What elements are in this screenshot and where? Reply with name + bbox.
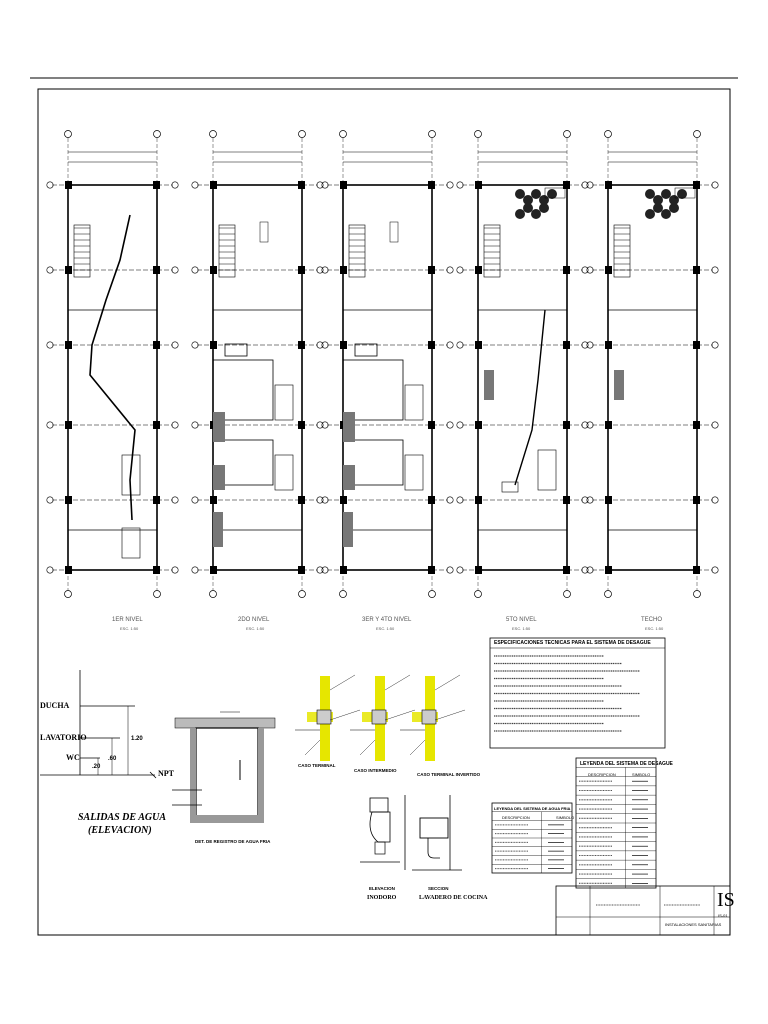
plan-caption-5: TECHO (641, 617, 662, 623)
register-box (196, 728, 258, 820)
title-block (556, 886, 730, 935)
column (340, 566, 347, 574)
column (605, 266, 612, 274)
spec-title: ESPECIFICACIONES TECNICAS PARA EL SISTEMA DE DESAGUE (494, 640, 651, 646)
leader (435, 675, 460, 690)
column (65, 421, 72, 429)
plan-caption-4: 5TO NIVEL (506, 617, 537, 623)
column (563, 341, 570, 349)
column (210, 341, 217, 349)
column (563, 496, 570, 504)
grid-bubble (475, 591, 482, 598)
shrub (523, 203, 533, 213)
shrub (515, 209, 525, 219)
grid-bubble (340, 131, 347, 138)
column (605, 341, 612, 349)
column (210, 181, 217, 189)
column (693, 496, 700, 504)
column (605, 496, 612, 504)
stair-outline (614, 225, 630, 277)
leader (410, 740, 425, 755)
pipe-run (515, 310, 545, 485)
column (428, 341, 435, 349)
leader (360, 740, 375, 755)
plan-scale-1: ESC. 1:50 (120, 626, 139, 631)
legend2-table (492, 803, 575, 873)
grid-bubble (605, 131, 612, 138)
grid-bubble (154, 591, 161, 598)
column (65, 266, 72, 274)
terminal-detail-3 (400, 675, 465, 761)
bathroom (122, 528, 140, 558)
column (693, 266, 700, 274)
column (693, 421, 700, 429)
shrub (539, 203, 549, 213)
column (340, 496, 347, 504)
closet (343, 465, 355, 490)
kitchen-counter (225, 344, 247, 356)
elev-label-ducha: DUCHA (40, 701, 70, 710)
leader (305, 740, 320, 755)
plan-scale-5: ESC. 1:50 (645, 626, 664, 631)
shrub (677, 189, 687, 199)
leader (385, 675, 410, 690)
titleblock-project: INSTALACIONES SANITARIAS (665, 922, 722, 927)
column (153, 266, 160, 274)
grid-bubble (210, 591, 217, 598)
bathroom (538, 450, 556, 490)
column (298, 566, 305, 574)
closet (343, 512, 353, 547)
column (298, 266, 305, 274)
fixture-block (484, 370, 494, 400)
legend2-title: LEYENDA DEL SISTEMA DE AGUA FRIA (494, 806, 571, 811)
column (210, 496, 217, 504)
titleblock-sheet: IS-01 (718, 913, 728, 918)
grid-bubble (65, 131, 72, 138)
shrub (531, 189, 541, 199)
grid-bubble (299, 591, 306, 598)
column (298, 421, 305, 429)
fixture (260, 222, 268, 242)
grid-bubble (154, 131, 161, 138)
grid-bubble (299, 131, 306, 138)
grid-bubble (475, 131, 482, 138)
column (153, 341, 160, 349)
grid-bubble (429, 131, 436, 138)
plan-scale-3: ESC. 1:50 (376, 626, 395, 631)
floor-plan-4 (457, 131, 588, 598)
plan-caption-2: 2DO NIVEL (238, 617, 270, 623)
column (298, 341, 305, 349)
column (153, 421, 160, 429)
register-wall (258, 728, 264, 820)
elev-dim-1: 1.20 (131, 736, 143, 742)
pipe-joint (317, 710, 331, 724)
planter (515, 189, 557, 219)
legend2-col2: SIMBOLO (556, 815, 575, 820)
column (475, 421, 482, 429)
column (340, 341, 347, 349)
bathroom (275, 385, 293, 420)
column (475, 496, 482, 504)
stairs (219, 225, 235, 277)
floor-plan-5 (587, 131, 718, 598)
pipe-in (172, 790, 202, 805)
stairs (484, 225, 500, 277)
terminal-detail-2 (350, 675, 415, 761)
bathroom (405, 385, 423, 420)
toilet-bowl (370, 812, 390, 842)
register-base (190, 815, 264, 823)
column (428, 266, 435, 274)
toilet-base (375, 842, 385, 854)
fixture (390, 222, 398, 242)
stairs (349, 225, 365, 277)
plan-caption-3: 3ER Y 4TO NIVEL (362, 617, 412, 623)
elev-title-1: SALIDAS DE AGUA (78, 812, 166, 823)
column (475, 566, 482, 574)
bedroom (343, 360, 403, 420)
column (428, 496, 435, 504)
column (65, 566, 72, 574)
register-wall (190, 728, 196, 820)
column (428, 566, 435, 574)
grid-bubble (340, 591, 347, 598)
shrub (547, 189, 557, 199)
column (605, 181, 612, 189)
grid-bubble (65, 591, 72, 598)
column (65, 496, 72, 504)
outer-wall (343, 185, 432, 570)
closet (213, 465, 225, 490)
grid-bubble (694, 591, 701, 598)
bathroom (405, 455, 423, 490)
pipe-joint (422, 710, 436, 724)
cistern-caption: DET. DE REGISTRO DE AGUA FRIA (195, 839, 271, 844)
elev-label-wc: WC (66, 753, 80, 762)
register-detail (172, 712, 275, 823)
elev-label-npt: NPT (158, 769, 174, 778)
stair-outline (219, 225, 235, 277)
pipe-run (90, 215, 135, 520)
stair-outline (484, 225, 500, 277)
column (563, 566, 570, 574)
grid-bubble (429, 591, 436, 598)
slab-top (175, 718, 275, 728)
legend-title: LEYENDA DEL SISTEMA DE DESAGUE (580, 761, 673, 767)
leader (330, 675, 355, 690)
bathroom (275, 455, 293, 490)
column (340, 266, 347, 274)
closet (343, 412, 355, 442)
stair-outline (74, 225, 90, 277)
column (693, 566, 700, 574)
floor-plan-3 (322, 131, 453, 598)
water-outlets-elevation (40, 670, 156, 778)
terminal-caption-3: CASO TERMINAL INVERTIDO (417, 772, 481, 777)
grid-bubble (210, 131, 217, 138)
terminal-caption-1: CASO TERMINAL (298, 763, 336, 768)
shrub (661, 209, 671, 219)
shrub (531, 209, 541, 219)
grid-bubble (605, 591, 612, 598)
fixture-caption-2b: LAVADERO DE COCINA (419, 895, 488, 901)
column (475, 181, 482, 189)
titleblock-logo: IS (717, 889, 735, 911)
shrub (669, 203, 679, 213)
stairs (74, 225, 90, 277)
leader (330, 710, 360, 720)
tb-frame (556, 886, 730, 935)
floor-plans (47, 131, 718, 598)
outer-wall (213, 185, 302, 570)
plan-scale-4: ESC. 1:50 (512, 626, 531, 631)
shrub (515, 189, 525, 199)
fixture-caption-1b: INODORO (367, 895, 397, 901)
column (210, 566, 217, 574)
elev-title-2: (ELEVACION) (88, 825, 152, 836)
bedroom (213, 360, 273, 420)
column (563, 266, 570, 274)
plan-caption-1: 1ER NIVEL (112, 617, 143, 623)
column (65, 181, 72, 189)
grid-bubble (564, 591, 571, 598)
column (210, 266, 217, 274)
column (153, 496, 160, 504)
floor-plan-1 (47, 131, 178, 598)
toilet-tank (370, 798, 388, 812)
shrub (653, 203, 663, 213)
elev-dim-3: .20 (92, 764, 101, 770)
spec-box (490, 638, 665, 748)
terminal-caption-2: CASO INTERMEDIO (354, 768, 397, 773)
elev-label-lavatorio: LAVATORIO (40, 733, 87, 742)
fixture-caption-1a: ELEVACION (369, 886, 395, 891)
column (605, 566, 612, 574)
outer-wall (68, 185, 157, 570)
floor-plan-2 (192, 131, 323, 598)
shrub (661, 189, 671, 199)
trap (428, 838, 440, 858)
column (340, 181, 347, 189)
column (475, 266, 482, 274)
kitchen-counter (355, 344, 377, 356)
closet (213, 512, 223, 547)
column (605, 421, 612, 429)
column (428, 181, 435, 189)
column (65, 341, 72, 349)
column (298, 181, 305, 189)
leader (435, 710, 465, 720)
stairs (614, 225, 630, 277)
column (153, 566, 160, 574)
legend-table (576, 758, 656, 888)
column (153, 181, 160, 189)
shrub (645, 189, 655, 199)
column (298, 496, 305, 504)
column (563, 421, 570, 429)
column (428, 421, 435, 429)
planter (645, 189, 687, 219)
elev-dim-2: .60 (108, 756, 117, 762)
fixture-block (614, 370, 624, 400)
closet (213, 412, 225, 442)
leader (385, 710, 415, 720)
kitchen-sink (420, 818, 448, 838)
legend-col1: DESCRIPCION (588, 772, 616, 777)
shrub (645, 209, 655, 219)
fixture-details (360, 795, 462, 870)
column (475, 341, 482, 349)
stair-outline (349, 225, 365, 277)
legend2-col1: DESCRIPCION (502, 815, 530, 820)
grid-bubble (564, 131, 571, 138)
plan-scale-2: ESC. 1:50 (246, 626, 265, 631)
grid-bubble (694, 131, 701, 138)
legend-col2: SIMBOLO (632, 772, 651, 777)
pipe-joint (372, 710, 386, 724)
column (693, 341, 700, 349)
fixture-caption-2a: SECCION (428, 886, 449, 891)
terminal-detail-1 (295, 675, 360, 761)
